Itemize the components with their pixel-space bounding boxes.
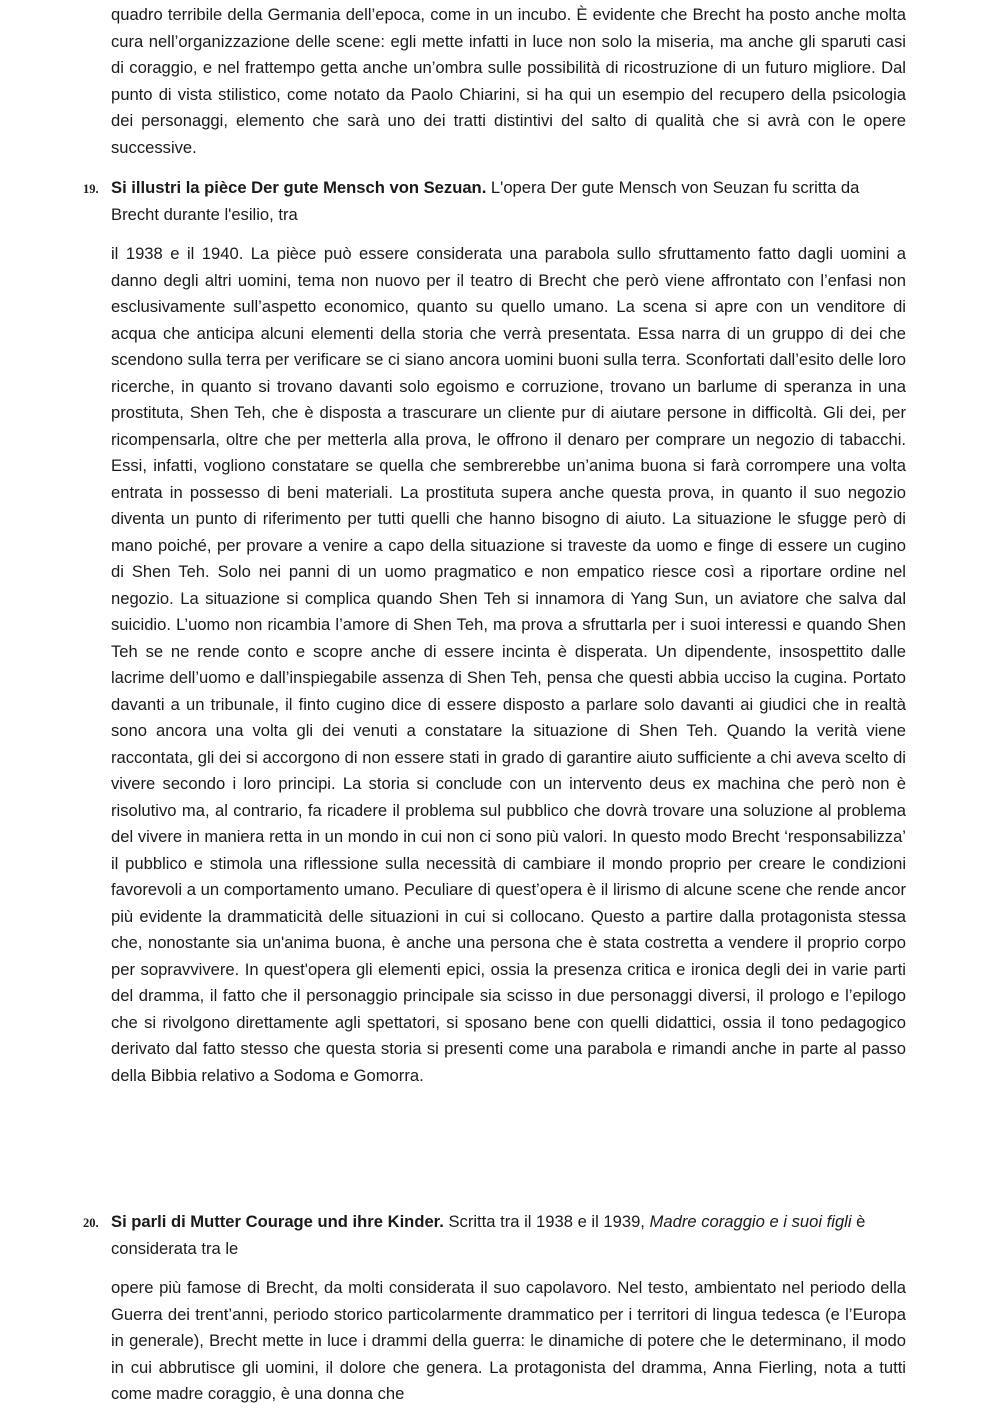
item-number-20: 20. [83, 1216, 99, 1230]
item-19-heading: Si illustri la pièce Der gute Mensch von Sezuan. [111, 178, 487, 197]
item-20-paragraph-text: opere più famose di Brecht, da molti considerata il suo capolavoro. Nel testo, ambientato nel periodo della Guerra dei trent’anni, periodo storico particolarmente drammatico per i territori di lingua tedesca (e l’Europa in generale), Brecht mette in luce i drammi della guerra: le dinamiche di potere che le determinano, il modo in cui abbrutisce gli uomini, il dolore che genera. La protagonista del dramma, Anna Fierling, nota a tutti come madre coraggio, è una donna che [111, 1278, 906, 1403]
item-20-paragraph [111, 1275, 906, 1408]
list-item-19 [83, 175, 906, 228]
item-20-title-italic: Madre coraggio e i suoi figli [649, 1212, 852, 1231]
item-19-paragraph-text: il 1938 e il 1940. La pièce può essere considerata una parabola sullo sfruttamento fatto dagli uomini a danno degli altri uomini, tema non nuovo per il teatro di Brecht che però viene affrontato con l’enfasi non esclusivamente sull’aspetto economico, quanto su quello umano. La scena si apre con un venditore di acqua che anticipa alcuni elementi della storia che verrà presentata. Essa narra di un gruppo di dei che scendono sulla terra per verificare se ci siano ancora uomini buoni sulla terra. Sconfortati dall’esito delle loro ricerche, in quanto si trovano davanti solo egoismo e corruzione, trovano un barlume di speranza in una prostituta, Shen Teh, che è disposta a trascurare un cliente pur di aiutare persone in difficoltà. Gli dei, per ricompensarla, oltre che per metterla alla prova, le offrono il denaro per comprare un negozio di tabacchi. Essi, infatti, vogliono constatare se quella che sembrerebbe un’anima buona si farà corrompere una volta entrata in possesso di beni materiali. La prostituta supera anche questa prova, in quanto il suo negozio diventa un punto di riferimento per tutti quelli che hanno bisogno di aiuto. La situazione le sfugge però di mano poiché, per provare a venire a capo della situazione si traveste da uomo e finge di essere un cugino di Shen Teh. Solo nei panni di un uomo pragmatico e non empatico riesce così a riportare ordine nel negozio. La situazione si complica quando Shen Teh si innamora di Yang Sun, un aviatore che salva dal suicidio. L’uomo non ricambia l’amore di Shen Teh, ma prova a sfruttarla per i suoi interessi e quando Shen Teh se ne rende conto e scopre anche di essere incinta è disperata. Un dipendente, insospettito dalle lacrime dell’uomo e dall’inspiegabile assenza di Shen Teh, pensa che questi abbia ucciso la cugina. Portato davanti a un tribunale, il finto cugino dice di essere disposto a parlare solo davanti ai giudici che in realtà sono ancora una volta gli dei venuti a constatare la situazione di Shen Teh. Quando la verità viene raccontata, gli dei si accorgono di non essere stati in grado di garantire aiuto sufficiente a chi aveva scelto di vivere secondo i loro principi. La storia si conclude con un intervento deus ex machina che però non è risolutivo ma, al contrario, fa ricadere il problema sul pubblico che dovrà trovare una soluzione al problema del vivere in maniera retta in un mondo in cui non ci sono più valori. In questo modo Brecht ‘responsabilizza’ il pubblico e stimola una riflessione sulla necessità di cambiare il mondo proprio per creare le condizioni favorevoli a un comportamento umano. Peculiare di quest’opera è il lirismo di alcune scene che rende ancor più evidente la drammaticità delle situazioni in cui si collocano. Questo a partire dalla protagonista stessa che, nonostante sia un'anima buona, è anche una persona che è stata costretta a vendere il proprio corpo per sopravvivere. In quest'opera gli elementi epici, ossia la presenza critica e ironica degli dei in varie parti del dramma, il fatto che il personaggio principale sia scisso in due personaggi diversi, il prologo e l’epilogo che si rivolgono direttamente agli spettatori, si sposano bene con quelli didattici, ossia il tono pedagogico derivato dal fatto stesso che questa storia si presenti come una parabola e rimandi anche in parte al passo della Bibbia relativo a Sodoma e Gomorra. [111, 244, 906, 1085]
item-20-heading: Si parli di Mutter Courage und ihre Kinder. [111, 1212, 444, 1231]
item-20-lead-post: è considerata tra le [111, 1212, 866, 1258]
list-item-20 [83, 1209, 906, 1262]
item-19-lead-text: L'opera Der gute Mensch von Seuzan fu scritta da Brecht durante l'esilio, tra [111, 178, 860, 224]
item-number-19: 19. [83, 182, 99, 196]
item-19-lead [111, 175, 906, 228]
intro-paragraph-text: quadro terribile della Germania dell’epoca, come in un incubo. È evidente che Brecht ha posto anche molta cura nell’organizzazione delle scene: egli mette infatti in luce non solo la miseria, ma anche gli sparuti casi di coraggio, e nel frattempo getta anche un’ombra sulle possibilità di ricostruzione di un futuro migliore. Dal punto di vista stilistico, come notato da Paolo Chiarini, si ha qui un esempio del recupero della psicologia dei personaggi, elemento che sarà uno dei tratti distintivi del salto di qualità che si avrà con le opere successive. [111, 5, 906, 157]
item-20-lead-pre: Scritta tra il 1938 e il 1939, [443, 1212, 650, 1231]
intro-paragraph [111, 2, 906, 161]
item-20-lead [111, 1209, 906, 1262]
item-19-paragraph [111, 241, 906, 1089]
